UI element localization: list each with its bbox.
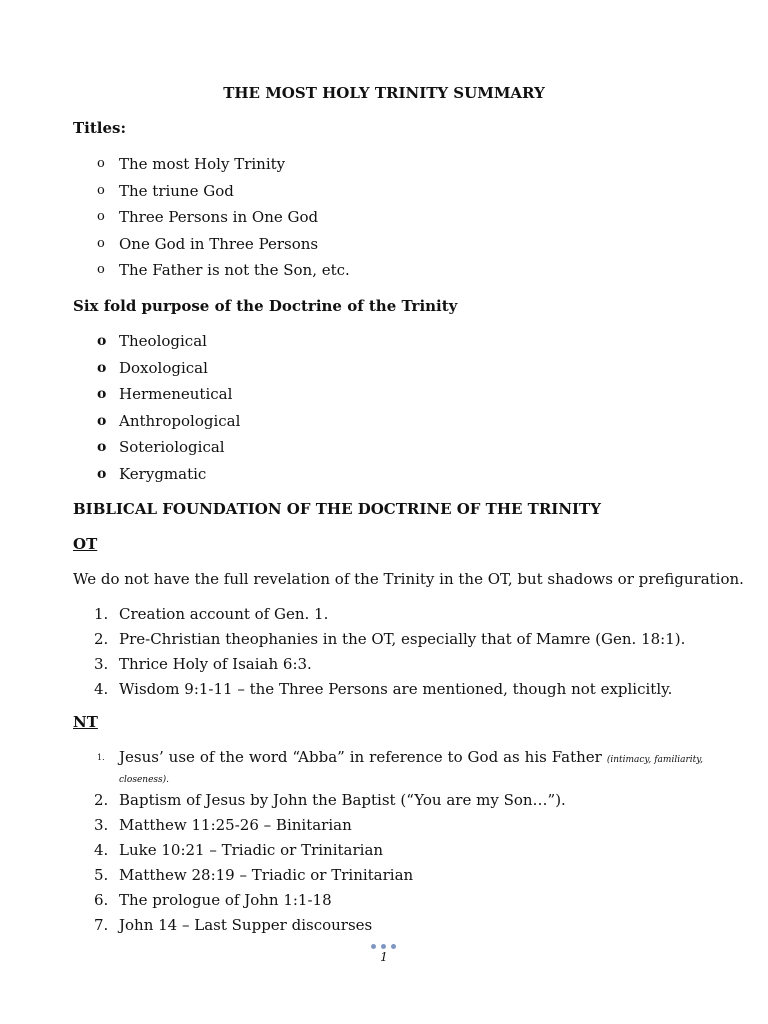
list-item — [73, 437, 703, 464]
list-item — [73, 865, 703, 890]
list-number: 2. — [94, 791, 109, 809]
list-item — [73, 411, 703, 438]
bullet-marker: o — [97, 262, 105, 278]
list-number: 3. — [94, 816, 109, 834]
list-item — [73, 749, 703, 790]
bullet-marker: o — [97, 465, 107, 482]
ot-intro: We do not have the full revelation of the Trinity in the OT, but shadows or prefiguration. — [73, 570, 744, 588]
list-item — [73, 260, 703, 287]
list-item — [73, 604, 703, 629]
bullet-marker: o — [97, 209, 105, 225]
bullet-marker: o — [97, 386, 107, 403]
list-item — [73, 331, 703, 358]
list-item-text: One God in Three Persons — [119, 234, 319, 253]
list-item-text: Kerygmatic — [119, 464, 207, 483]
list-number: 7. — [94, 916, 109, 934]
page-title: THE MOST HOLY TRINITY SUMMARY — [223, 84, 545, 102]
list-item-text: Pre-Christian theophanies in the OT, especially that of Mamre (Gen. 18:1). — [119, 630, 686, 648]
list-item-text: Matthew 28:19 – Triadic or Trinitarian — [119, 866, 414, 884]
titles-heading: Titles: — [73, 119, 127, 137]
list-item-text — [119, 749, 703, 789]
list-item-text: Wisdom 9:1-11 – the Three Persons are mentioned, though not explicitly. — [119, 680, 673, 698]
ot-list — [73, 604, 703, 704]
list-item — [73, 890, 703, 915]
list-number: 4. — [94, 680, 109, 698]
bullet-marker: o — [97, 439, 107, 456]
ot-heading: OT — [73, 535, 98, 553]
bullet-marker: o — [97, 182, 105, 198]
purpose-heading: Six fold purpose of the Doctrine of the Trinity — [73, 297, 458, 315]
list-item-text: Theological — [119, 332, 207, 350]
list-number: 6. — [94, 891, 109, 909]
list-item — [73, 629, 703, 654]
list-item — [73, 679, 703, 704]
list-item-text: Luke 10:21 – Triadic or Trinitarian — [119, 841, 384, 859]
list-item — [73, 840, 703, 865]
list-item — [73, 154, 703, 181]
purpose-list — [73, 331, 703, 491]
list-item-text: Hermeneutical — [119, 385, 233, 404]
bullet-marker: o — [97, 156, 105, 171]
list-item — [73, 790, 703, 815]
list-number: 4. — [94, 841, 109, 859]
bullet-marker: o — [97, 333, 107, 349]
list-item-text: Baptism of Jesus by John the Baptist (“You are my Son…”). — [119, 791, 566, 809]
dot-icon — [381, 944, 386, 949]
list-item — [73, 181, 703, 208]
list-item-text: The most Holy Trinity — [119, 155, 286, 173]
biblical-foundation-heading: BIBLICAL FOUNDATION OF THE DOCTRINE OF THE TRINITY — [73, 500, 601, 518]
titles-list — [73, 154, 703, 287]
list-item — [73, 464, 703, 491]
list-item — [73, 915, 703, 940]
list-item-text: Three Persons in One God — [119, 208, 319, 227]
list-item — [73, 654, 703, 679]
list-item — [73, 384, 703, 411]
list-item — [73, 358, 703, 385]
bullet-marker: o — [97, 235, 105, 251]
list-number: 2. — [94, 630, 109, 648]
list-item-text: John 14 – Last Supper discourses — [119, 916, 373, 934]
list-item — [73, 234, 703, 261]
list-number: 3. — [94, 655, 109, 673]
list-item-text: Thrice Holy of Isaiah 6:3. — [119, 655, 312, 673]
list-item-text: The prologue of John 1:1-18 — [119, 891, 332, 909]
list-item-note: (intimacy, familiarity, closeness). — [119, 755, 703, 785]
bullet-marker: o — [97, 412, 107, 429]
list-item-text: Soteriological — [119, 438, 225, 457]
list-item-text: Creation account of Gen. 1. — [119, 605, 329, 623]
list-item-text: The Father is not the Son, etc. — [119, 261, 350, 280]
page-number: 1 — [380, 950, 388, 964]
list-item — [73, 207, 703, 234]
list-item-main-text: Jesus’ use of the word “Abba” in reference to God as his Father — [119, 748, 602, 766]
list-number: 5. — [94, 866, 109, 884]
list-item-text: Anthropological — [119, 411, 241, 430]
nt-list — [73, 749, 703, 940]
list-item-text: Doxological — [119, 358, 208, 377]
dot-icon — [391, 944, 396, 949]
bullet-marker: o — [97, 359, 107, 376]
list-item — [73, 815, 703, 840]
list-item-text: Matthew 11:25-26 – Binitarian — [119, 816, 352, 834]
list-number: 1. — [94, 605, 109, 623]
list-number: 1. — [97, 753, 105, 762]
nt-heading: NT — [73, 713, 98, 731]
dot-icon — [371, 944, 376, 949]
list-item-text: The triune God — [119, 181, 234, 200]
